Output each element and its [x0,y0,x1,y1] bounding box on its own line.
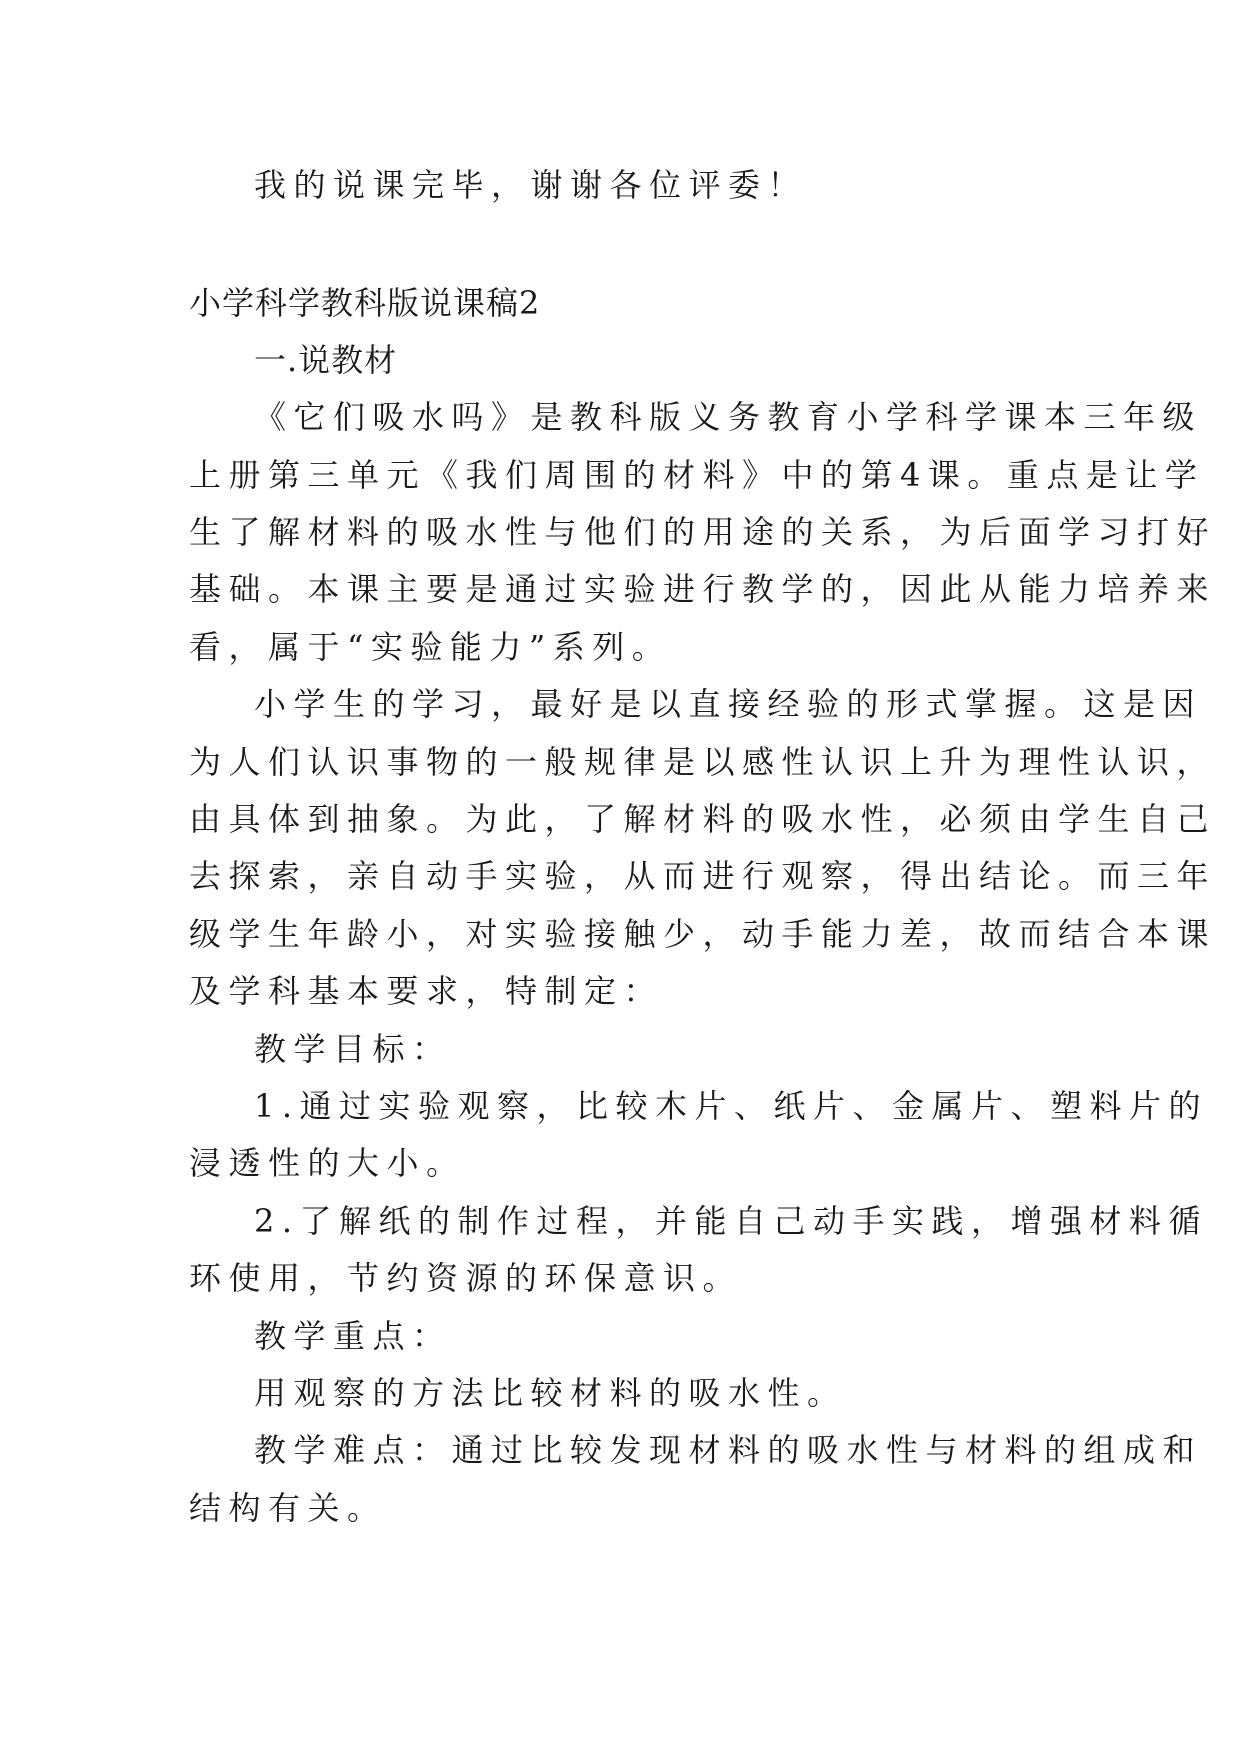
difficulty-text: 结构有关。 [189,1489,387,1527]
goal-item: 环使用，节约资源的环保意识。 [189,1259,743,1297]
paragraph-line: 由具体到抽象。为此，了解材料的吸水性，必须由学生自己 [189,800,1217,838]
paragraph-line: 《它们吸水吗》是教科版义务教育小学科学课本三年级 [254,398,1203,436]
paragraph-line: 生了解材料的吸水性与他们的用途的关系，为后面学习打好 [189,513,1217,551]
section-heading: 一.说教材 [254,341,398,379]
paragraph-line: 去探索，亲自动手实验，从而进行观察，得出结论。而三年 [189,857,1217,895]
paragraph-line: 上册第三单元《我们周围的材料》中的第4课。重点是让学 [189,456,1205,494]
key-point-text: 用观察的方法比较材料的吸水性。 [254,1374,847,1412]
paragraph-line: 看，属于“实验能力”系列。 [189,628,672,666]
difficulty-text: 教学难点：通过比较发现材料的吸水性与材料的组成和 [254,1431,1203,1469]
goal-item: 2.了解纸的制作过程，并能自己动手实践，增强材料循 [254,1202,1209,1240]
paragraph-line: 基础。本课主要是通过实验进行教学的，因此从能力培养来 [189,570,1217,608]
paragraph-line: 级学生年龄小，对实验接触少，动手能力差，故而结合本课 [189,915,1217,953]
goal-item: 1.通过实验观察，比较木片、纸片、金属片、塑料片的 [254,1087,1209,1125]
closing-remark: 我的说课完毕，谢谢各位评委！ [254,166,808,204]
paragraph-line: 小学生的学习，最好是以直接经验的形式掌握。这是因 [254,685,1203,723]
goals-label: 教学目标： [254,1030,452,1068]
key-point-label: 教学重点： [254,1317,452,1355]
document-title: 小学科学教科版说课稿2 [189,284,541,322]
paragraph-line: 为人们认识事物的一般规律是以感性认识上升为理性认识， [189,743,1217,781]
paragraph-line: 及学科基本要求，特制定： [189,972,664,1010]
goal-item: 浸透性的大小。 [189,1144,466,1182]
